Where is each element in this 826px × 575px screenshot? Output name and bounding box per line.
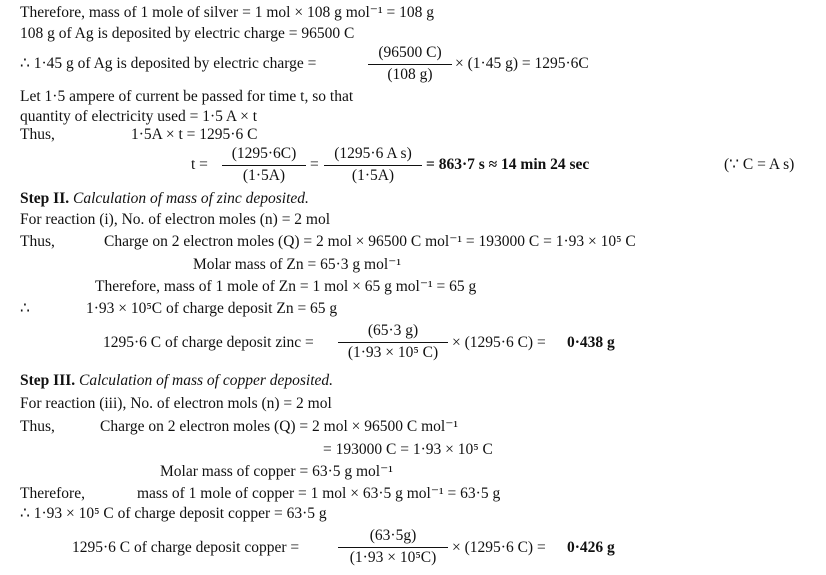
- line-current-assumption: Let 1·5 ampere of current be passed for time t, so that: [20, 88, 354, 105]
- fraction-653-over-193e5: [338, 322, 448, 362]
- fraction-635-over-193e5: [338, 527, 448, 567]
- fraction-numerator: (65·3 g): [367, 322, 419, 339]
- therefore-symbol: ∴: [20, 300, 30, 317]
- fraction-96500-over-108: [368, 44, 452, 84]
- line-zinc-charge-deposit: 1·93 × 10⁵C of charge deposit Zn = 65 g: [86, 300, 338, 317]
- zinc-result: 0·438 g: [567, 334, 615, 351]
- step-iii-label: Step III.: [20, 372, 76, 389]
- line-quantity-electricity: quantity of electricity used = 1·5 A × t: [20, 108, 258, 125]
- fraction-denominator: (1·5A): [351, 166, 395, 184]
- label-thus: Thus,: [20, 418, 55, 435]
- time-result: = 863·7 s ≈ 14 min 24 sec: [426, 156, 590, 173]
- line-copper-charge-value: = 193000 C = 1·93 × 10⁵ C: [323, 441, 493, 458]
- line-copper-charge-deposit: ∴ 1·93 × 10⁵ C of charge deposit copper = 63·5 g: [20, 505, 327, 522]
- label-therefore: Therefore,: [20, 485, 85, 502]
- line-zinc-mole-mass: Therefore, mass of 1 mole of Zn = 1 mol × 65 g mol⁻¹ = 65 g: [95, 278, 477, 295]
- unit-note: (∵ C = A s): [724, 156, 795, 173]
- copper-result: 0·426 g: [567, 539, 615, 556]
- fraction-1295as-over-15a: [324, 145, 422, 185]
- step-iii-title: Calculation of mass of copper deposited.: [79, 372, 334, 389]
- line-zinc-multiplier: × (1295·6 C) =: [452, 334, 546, 351]
- line-copper-molar-mass: Molar mass of copper = 63·5 g mol⁻¹: [160, 463, 393, 480]
- line-time-equation: 1·5A × t = 1295·6 C: [131, 126, 258, 143]
- fraction-denominator: (1·93 × 10⁵ C): [347, 343, 439, 361]
- line-copper-charge: Charge on 2 electron moles (Q) = 2 mol × 96500 C mol⁻¹: [100, 418, 459, 435]
- label-equals: =: [310, 156, 319, 173]
- line-zinc-deposit-calc: 1295·6 C of charge deposit zinc =: [103, 334, 314, 351]
- fraction-numerator: (1295·6C): [231, 145, 297, 162]
- fraction-numerator: (1295·6 A s): [334, 145, 412, 162]
- fraction-denominator: (108 g): [387, 65, 433, 83]
- step-ii-title: Calculation of mass of zinc deposited.: [72, 190, 309, 207]
- step-iii-heading: [20, 372, 333, 391]
- step-ii-heading: [20, 190, 309, 209]
- line-ag-charge: 108 g of Ag is deposited by electric charge = 96500 C: [20, 25, 355, 42]
- fraction-denominator: (1·93 × 10⁵C): [349, 548, 437, 566]
- fraction-numerator: (63·5g): [369, 527, 417, 544]
- line-copper-electron-moles: For reaction (iii), No. of electron mols (n) = 2 mol: [20, 395, 332, 412]
- line-zinc-molar-mass: Molar mass of Zn = 65·3 g mol⁻¹: [193, 256, 401, 273]
- line-copper-mole-mass: mass of 1 mole of copper = 1 mol × 63·5 g mol⁻¹ = 63·5 g: [137, 485, 501, 502]
- line-copper-multiplier: × (1295·6 C) =: [452, 539, 546, 556]
- fraction-numerator: (96500 C): [378, 44, 442, 61]
- line-ag-result: × (1·45 g) = 1295·6C: [455, 55, 589, 72]
- line-ag-145-charge: ∴ 1·45 g of Ag is deposited by electric charge =: [20, 55, 317, 72]
- line-zinc-charge: Charge on 2 electron moles (Q) = 2 mol × 96500 C mol⁻¹ = 193000 C = 1·93 × 10⁵ C: [104, 233, 636, 250]
- fraction-denominator: (1·5A): [242, 166, 286, 184]
- label-thus: Thus,: [20, 233, 55, 250]
- step-ii-label: Step II.: [20, 190, 70, 207]
- line-copper-deposit-calc: 1295·6 C of charge deposit copper =: [72, 539, 300, 556]
- label-t-equals: t =: [191, 156, 208, 173]
- line-zinc-electron-moles: For reaction (i), No. of electron moles (n) = 2 mol: [20, 211, 331, 228]
- fraction-1295c-over-15a: [222, 145, 306, 185]
- label-thus: Thus,: [20, 126, 55, 143]
- line-silver-mole-mass: Therefore, mass of 1 mole of silver = 1 mol × 108 g mol⁻¹ = 108 g: [20, 4, 434, 21]
